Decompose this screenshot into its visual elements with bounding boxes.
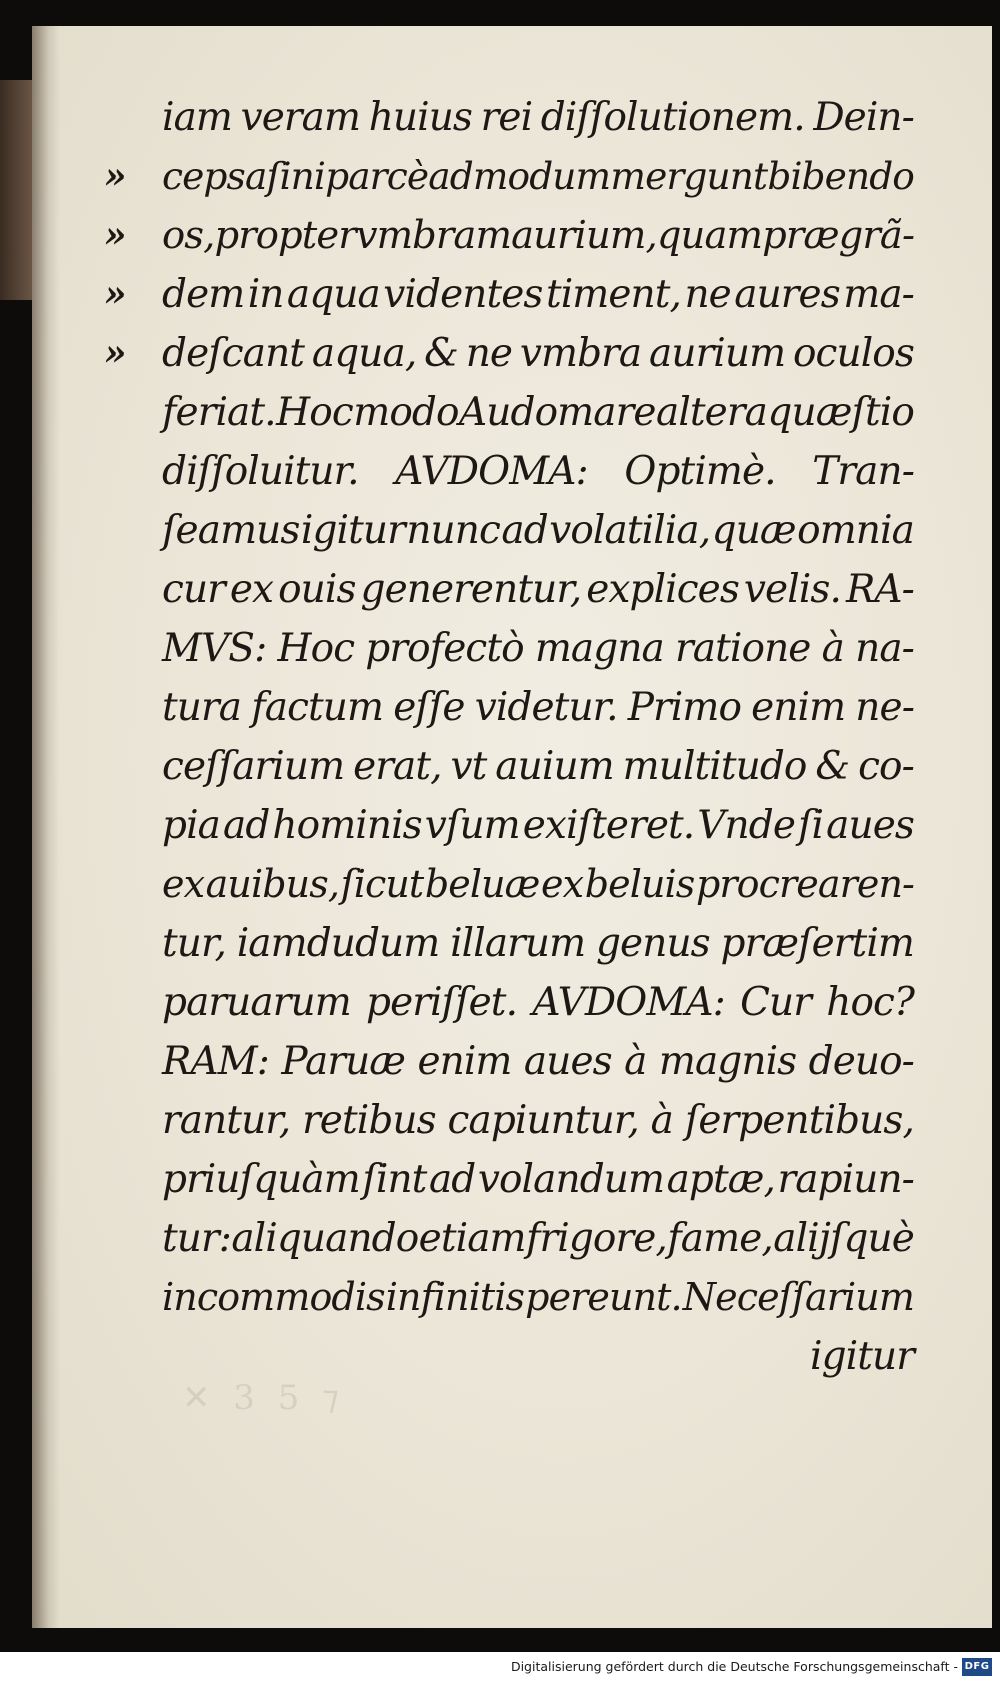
word: ſeamus	[162, 508, 300, 553]
word: igitur	[300, 508, 405, 553]
text-line	[162, 501, 914, 560]
word: AVDOMA:	[532, 980, 725, 1025]
word: ad	[428, 1157, 476, 1202]
word: profectò	[365, 626, 524, 671]
word: præſertim	[720, 921, 914, 966]
word: incommodis	[162, 1275, 385, 1319]
word: ſi	[798, 803, 824, 848]
word: retibus	[302, 1098, 436, 1143]
word: RAM:	[162, 1039, 270, 1084]
word: ne	[465, 331, 513, 376]
word: enim	[417, 1039, 512, 1084]
word: ad	[501, 508, 548, 553]
text-line	[104, 324, 914, 383]
word: ex	[541, 862, 584, 906]
word: erat,	[353, 744, 442, 789]
word: infinitis	[385, 1275, 525, 1319]
word: pia	[162, 803, 220, 848]
word: fame,	[667, 1216, 773, 1261]
word: auibus,	[205, 862, 340, 906]
text-line	[162, 914, 914, 973]
word: cur	[162, 567, 225, 612]
word: prægrã-	[762, 213, 915, 258]
word: exiſteret.	[522, 803, 695, 848]
word: ma-	[843, 272, 914, 317]
word: aurium	[649, 331, 786, 376]
word: etiam	[418, 1216, 526, 1261]
text-line	[104, 206, 915, 265]
word: generentur,	[360, 567, 582, 612]
word: aures	[734, 272, 840, 317]
word: priuſquàm	[162, 1157, 360, 1202]
word: omnia	[797, 508, 914, 553]
word: videntes	[383, 272, 543, 317]
catchword: igitur	[810, 1334, 914, 1379]
word: Vnde	[697, 803, 796, 848]
word: volatilia,	[549, 508, 711, 553]
word: explices	[586, 567, 739, 612]
word: AVDOMA:	[395, 449, 588, 494]
word: RA-	[845, 567, 914, 612]
word: aptæ,	[666, 1157, 776, 1202]
text-line	[162, 619, 914, 678]
word: Tran-	[812, 449, 914, 494]
text-line	[162, 1091, 914, 1150]
word: ouis	[278, 567, 356, 612]
word: Paruæ	[281, 1039, 406, 1084]
word: quam	[656, 213, 763, 258]
word: deuo-	[808, 1039, 914, 1084]
word: ſint	[362, 1157, 427, 1202]
word: pereunt.	[525, 1275, 682, 1319]
word: oculos	[792, 331, 914, 376]
word: hominis	[272, 803, 422, 848]
word: huius	[368, 95, 473, 140]
word: paruarum	[162, 980, 351, 1025]
word: aqua	[286, 272, 380, 317]
word: ſicut	[340, 862, 424, 906]
word: vmbram	[355, 213, 512, 258]
word: ne	[684, 272, 731, 317]
word: diſſolutionem.	[540, 95, 805, 140]
word: ex	[229, 567, 274, 612]
dfg-logo: DFG	[962, 1658, 992, 1676]
word: genus	[595, 921, 710, 966]
word: rei	[480, 95, 533, 140]
word: beluæ	[424, 862, 540, 906]
word: magnis	[658, 1039, 797, 1084]
word: alijſquè	[773, 1216, 914, 1261]
word: hoc?	[826, 980, 914, 1025]
word: &	[815, 744, 850, 789]
word: parcè	[325, 154, 429, 198]
word: ad	[223, 803, 270, 848]
word: multitudo	[622, 744, 807, 789]
word: iamdudum	[236, 921, 440, 966]
word: deſcant	[162, 331, 305, 376]
word: in	[247, 272, 284, 317]
word: vmbra	[519, 331, 642, 376]
text-line	[104, 147, 914, 206]
word: propter	[214, 213, 356, 258]
text-line	[162, 1032, 914, 1091]
word: feriat.	[162, 390, 276, 435]
word: tur:	[162, 1216, 231, 1261]
word: magna	[534, 626, 664, 671]
word: MVS:	[162, 626, 267, 671]
word: aues	[826, 803, 914, 848]
word: co-	[858, 744, 914, 789]
word: nunc	[406, 508, 500, 553]
word: à	[821, 626, 844, 671]
word: ceps	[162, 154, 245, 198]
text-line	[162, 973, 914, 1032]
word: aſini	[245, 154, 325, 198]
word: mergunt	[610, 154, 768, 198]
word: aues	[523, 1039, 612, 1084]
word: illarum	[450, 921, 586, 966]
page-text-block	[104, 88, 915, 1386]
word: ſerpentibus,	[684, 1098, 914, 1143]
word: Neceſſarium	[682, 1275, 914, 1319]
word: &	[424, 331, 458, 376]
word: auium	[495, 744, 614, 789]
word: altera	[655, 390, 767, 435]
quotation-margin-mark: »	[104, 273, 127, 315]
quotation-margin-mark: »	[104, 332, 127, 374]
word: tura	[162, 685, 242, 730]
word: iam	[162, 95, 233, 140]
word: aliquando	[231, 1216, 419, 1261]
word: quæ	[711, 508, 796, 553]
word: factum	[251, 685, 384, 730]
text-line	[162, 796, 914, 855]
footer-bar	[0, 1652, 1000, 1684]
word: Hoc	[277, 626, 355, 671]
word: diſſoluitur.	[162, 449, 359, 494]
word: Dein-	[813, 95, 914, 140]
word: procrearen-	[695, 862, 914, 906]
word: ceſſarium	[162, 744, 345, 789]
word: Audomare	[459, 390, 656, 435]
text-line	[162, 88, 914, 147]
text-line	[162, 1209, 914, 1268]
word: bibendo	[767, 154, 914, 198]
word: aqua,	[311, 331, 417, 376]
word: veram	[240, 95, 361, 140]
facing-page-edge	[0, 80, 32, 300]
word: tur,	[162, 921, 226, 966]
spine-shadow	[32, 26, 60, 1628]
word: periſſet.	[366, 980, 518, 1025]
word: à	[650, 1098, 674, 1143]
word: ex	[162, 862, 205, 906]
quotation-margin-mark: »	[104, 214, 127, 256]
word: os,	[162, 213, 215, 258]
word: dem	[162, 272, 245, 317]
word: volandum	[477, 1157, 665, 1202]
text-line	[162, 442, 914, 501]
word: vſum	[424, 803, 520, 848]
word: rantur,	[162, 1098, 291, 1143]
word: Primo	[627, 685, 742, 730]
word: Hoc	[276, 390, 353, 435]
text-line	[162, 678, 914, 737]
word: rapiun-	[777, 1157, 914, 1202]
text-line	[162, 383, 914, 442]
word: admodum	[428, 154, 611, 198]
word: enim	[751, 685, 846, 730]
text-line	[104, 265, 914, 324]
word: videtur.	[474, 685, 618, 730]
word: Optimè.	[624, 449, 776, 494]
word: quæſtio	[767, 390, 914, 435]
word: ratione	[675, 626, 811, 671]
word: eſſe	[393, 685, 465, 730]
quotation-margin-mark: »	[104, 155, 127, 197]
word: modo	[353, 390, 459, 435]
word: frigore,	[525, 1216, 667, 1261]
word: Cur	[740, 980, 812, 1025]
word: capiuntur,	[447, 1098, 639, 1143]
word: vt	[450, 744, 487, 789]
word: beluis	[584, 862, 695, 906]
word: à	[624, 1039, 647, 1084]
word: na-	[855, 626, 914, 671]
text-line	[162, 1268, 914, 1327]
text-line	[162, 560, 914, 619]
text-line	[162, 855, 914, 914]
text-line	[162, 1150, 914, 1209]
word: ne-	[855, 685, 914, 730]
bleed-through: ✕ 3 5 ⁊	[182, 1378, 346, 1418]
word: velis.	[743, 567, 841, 612]
word: aurium,	[511, 213, 657, 258]
word: timent,	[545, 272, 682, 317]
text-line	[162, 737, 914, 796]
funding-credit: Digitalisierung gefördert durch die Deutsche Forschungsgemeinschaft -	[510, 1659, 958, 1674]
